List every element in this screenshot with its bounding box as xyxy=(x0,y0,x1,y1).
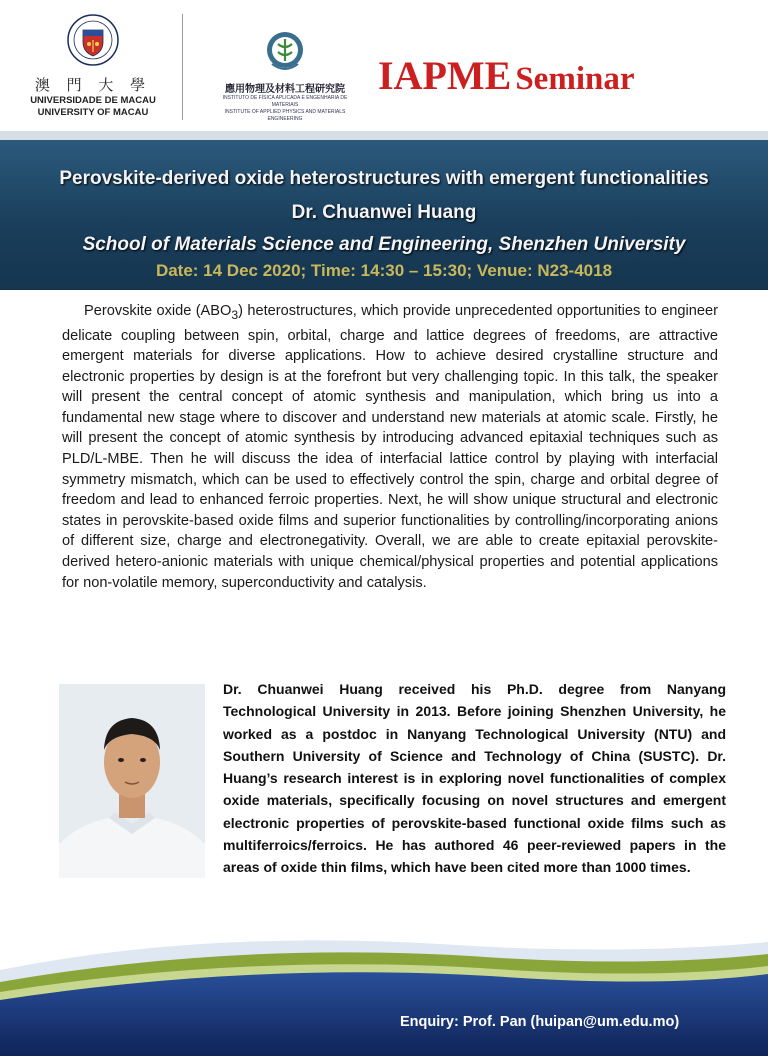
abstract-body: ) heterostructures, which provide unprecedented opportunities to engineer delicate coupling between spin, orbital, charge and lattice degrees of freedoms, are attractive emergent materials for diverse applications. How to achieve desired crystalline structure and electronic properties by design is at the forefront but very challenging topic. In this talk, the speaker will present the central concept of atomic synthesis and manipulation, which bring us into a fundamental new stage where to discover and understand new materials at atomic scale. Firstly, he will present the concept of atomic synthesis by introducing advanced epitaxial techniques such as PLD/L-MBE. Then he will discuss the idea of interfacial lattice control by playing with interfacial symmetry mismatch, which can be used to effectively control the spin, charge and orbital degree of freedom and lead to enhanced ferroic properties. Next, he will show unique structural and electronic states in perovskite-based oxide films and superior functionalities by controlling/incorporating anions of different size, charge and electronegativity. Overall, we are able to create epitaxial perovskite-derived hetero-anionic materials with unique chemical/physical properties and potential applications for non-volatile memory, superconductivity and catalysis. xyxy=(62,303,718,591)
abstract-subscript: 3 xyxy=(231,307,239,322)
um-crest-icon xyxy=(67,12,119,68)
iapme-crest-icon xyxy=(260,30,310,74)
speaker-name: Dr. Chuanwei Huang xyxy=(291,202,477,223)
speaker-bio: Dr. Chuanwei Huang received his Ph.D. degree from Nanyang Technological University in 2013. Before joining Shenzhen University, he worked as a postdoc in Nanyang Technological University (NTU) and Southern University of Science and Technology of China (SUSTC). Dr. Huang’s research interest is in exploring novel functionalities of complex oxide materials, specifically focusing on novel structures and emergent electronic properties of perovskite-based functional oxide films such as multiferroics/ferroics. He has authored 46 peer-reviewed papers in the areas of oxide thin films, which have been cited more than 1000 times. xyxy=(223,681,726,876)
abstract-paragraph xyxy=(62,301,718,593)
iapme-portuguese-name: INSTITUTO DE FÍSICA APLICADA E ENGENHARIA DE MATERIAIS xyxy=(222,95,348,108)
seminar-title xyxy=(378,52,635,99)
footer-wave xyxy=(0,930,768,1056)
speaker-photo xyxy=(59,684,205,878)
enquiry-contact: Enquiry: Prof. Pan (huipan@um.edu.mo) xyxy=(400,1014,680,1030)
banner-top-strip xyxy=(0,131,768,140)
um-portuguese-name: UNIVERSIDADE DE MACAU xyxy=(30,95,156,106)
abstract-lead: Perovskite oxide (ABO xyxy=(84,303,232,319)
iapme-logo xyxy=(210,30,360,123)
speaker-portrait-image xyxy=(59,684,205,878)
speaker-affiliation: School of Materials Science and Engineering, Shenzhen University xyxy=(82,234,686,255)
date-time-venue: Date: 14 Dec 2020; Time: 14:30 – 15:30; Venue: N23-4018 xyxy=(155,261,613,280)
seminar-title-seminar: Seminar xyxy=(515,61,635,97)
iapme-chinese-name: 應用物理及材料工程研究院 xyxy=(225,84,345,95)
um-logo xyxy=(28,12,158,127)
um-english-name: UNIVERSITY OF MACAU xyxy=(37,107,149,118)
talk-title: Perovskite-derived oxide heterostructures with emergent functionalities xyxy=(59,168,709,189)
seminar-title-iapme: IAPME xyxy=(378,53,512,98)
iapme-english-name: INSTITUTE OF APPLIED PHYSICS AND MATERIALS ENGINEERING xyxy=(224,109,346,122)
header-divider xyxy=(182,14,183,120)
footer-wave-graphic xyxy=(0,930,768,1056)
um-chinese-name: 澳 門 大 學 xyxy=(34,76,152,94)
header xyxy=(0,0,768,130)
